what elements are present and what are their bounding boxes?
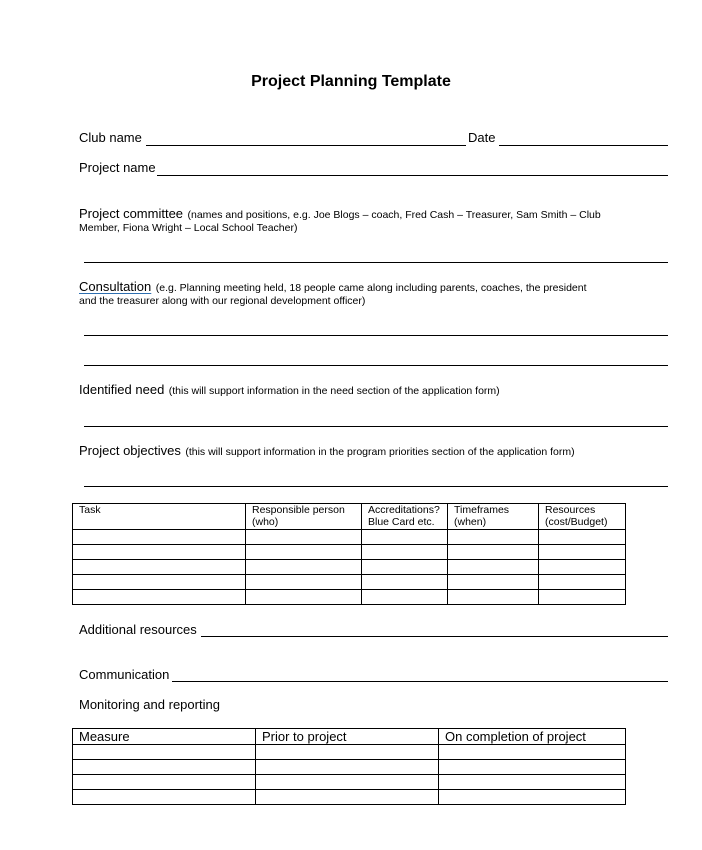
project-committee-field[interactable] <box>84 262 668 263</box>
page-title: Project Planning Template <box>251 73 451 90</box>
table-row <box>73 760 626 775</box>
table-row <box>73 575 626 590</box>
task-cell[interactable] <box>73 545 246 560</box>
project-committee-hint-line2: Member, Fiona Wright – Local School Teacher) <box>79 222 298 234</box>
table-row <box>73 745 626 760</box>
table-row <box>73 545 626 560</box>
accreditations-cell[interactable] <box>362 545 448 560</box>
accreditations-header: Accreditations? Blue Card etc. <box>362 504 448 530</box>
timeframes-header: Timeframes (when) <box>448 504 539 530</box>
communication-label: Communication <box>79 667 170 682</box>
resources-cell[interactable] <box>539 545 626 560</box>
table-row <box>73 530 626 545</box>
resources-cell[interactable] <box>539 560 626 575</box>
project-objectives-field[interactable] <box>84 486 668 487</box>
resources-cell[interactable] <box>539 590 626 605</box>
date-field[interactable] <box>499 145 668 146</box>
measure-header: Measure <box>73 729 256 745</box>
measure-cell[interactable] <box>73 760 256 775</box>
monitoring-table <box>72 728 626 805</box>
table-row <box>73 590 626 605</box>
table-row <box>73 560 626 575</box>
accreditations-cell[interactable] <box>362 575 448 590</box>
consultation-field-1[interactable] <box>84 335 668 336</box>
timeframes-cell[interactable] <box>448 530 539 545</box>
accreditations-cell[interactable] <box>362 560 448 575</box>
accreditations-cell[interactable] <box>362 530 448 545</box>
monitoring-table-header <box>73 729 626 745</box>
task-cell[interactable] <box>73 590 246 605</box>
monitoring-heading: Monitoring and reporting <box>79 697 220 712</box>
measure-cell[interactable] <box>73 775 256 790</box>
task-cell[interactable] <box>73 560 246 575</box>
consultation-label: Consultation <box>79 279 152 294</box>
identified-need-field[interactable] <box>84 426 668 427</box>
responsible-cell[interactable] <box>246 560 362 575</box>
date-label: Date <box>468 130 496 145</box>
prior-cell[interactable] <box>256 790 439 805</box>
completion-cell[interactable] <box>439 790 626 805</box>
table-row <box>73 775 626 790</box>
measure-cell[interactable] <box>73 790 256 805</box>
prior-cell[interactable] <box>256 775 439 790</box>
project-committee-hint: (names and positions, e.g. Joe Blogs – coach, Fred Cash – Treasurer, Sam Smith – Club <box>187 209 601 221</box>
communication-field[interactable] <box>172 681 668 682</box>
responsible-person-header: Responsible person (who) <box>246 504 362 530</box>
on-completion-header: On completion of project <box>439 729 626 745</box>
task-header: Task <box>73 504 246 530</box>
additional-resources-field[interactable] <box>201 636 668 637</box>
completion-cell[interactable] <box>439 775 626 790</box>
prior-to-project-header: Prior to project <box>256 729 439 745</box>
prior-cell[interactable] <box>256 760 439 775</box>
identified-need-hint: (this will support information in the need section of the application form) <box>168 385 500 397</box>
completion-cell[interactable] <box>439 745 626 760</box>
identified-need-row <box>79 381 500 399</box>
consultation-hint-line2: and the treasurer along with our regional development officer) <box>79 295 366 307</box>
additional-resources-label: Additional resources <box>79 622 197 637</box>
club-name-label: Club name <box>79 130 142 145</box>
consultation-row <box>79 278 587 296</box>
accreditations-cell[interactable] <box>362 590 448 605</box>
task-table <box>72 503 626 605</box>
resources-header: Resources (cost/Budget) <box>539 504 626 530</box>
responsible-cell[interactable] <box>246 545 362 560</box>
table-row <box>73 790 626 805</box>
project-objectives-hint: (this will support information in the program priorities section of the application form) <box>185 446 575 458</box>
identified-need-label: Identified need <box>79 382 165 397</box>
measure-cell[interactable] <box>73 745 256 760</box>
timeframes-cell[interactable] <box>448 575 539 590</box>
timeframes-cell[interactable] <box>448 545 539 560</box>
responsible-cell[interactable] <box>246 590 362 605</box>
club-name-field[interactable] <box>146 145 466 146</box>
project-name-field[interactable] <box>157 175 668 176</box>
consultation-hint: (e.g. Planning meeting held, 18 people came along including parents, coaches, the president <box>155 282 587 294</box>
project-name-label: Project name <box>79 160 156 175</box>
responsible-cell[interactable] <box>246 530 362 545</box>
project-committee-row <box>79 205 601 223</box>
timeframes-cell[interactable] <box>448 560 539 575</box>
completion-cell[interactable] <box>439 760 626 775</box>
timeframes-cell[interactable] <box>448 590 539 605</box>
task-cell[interactable] <box>73 530 246 545</box>
resources-cell[interactable] <box>539 575 626 590</box>
task-cell[interactable] <box>73 575 246 590</box>
task-table-header <box>73 504 626 530</box>
project-committee-label: Project committee <box>79 206 184 221</box>
prior-cell[interactable] <box>256 745 439 760</box>
project-objectives-row <box>79 442 575 460</box>
resources-cell[interactable] <box>539 530 626 545</box>
consultation-field-2[interactable] <box>84 365 668 366</box>
project-objectives-label: Project objectives <box>79 443 181 458</box>
responsible-cell[interactable] <box>246 575 362 590</box>
